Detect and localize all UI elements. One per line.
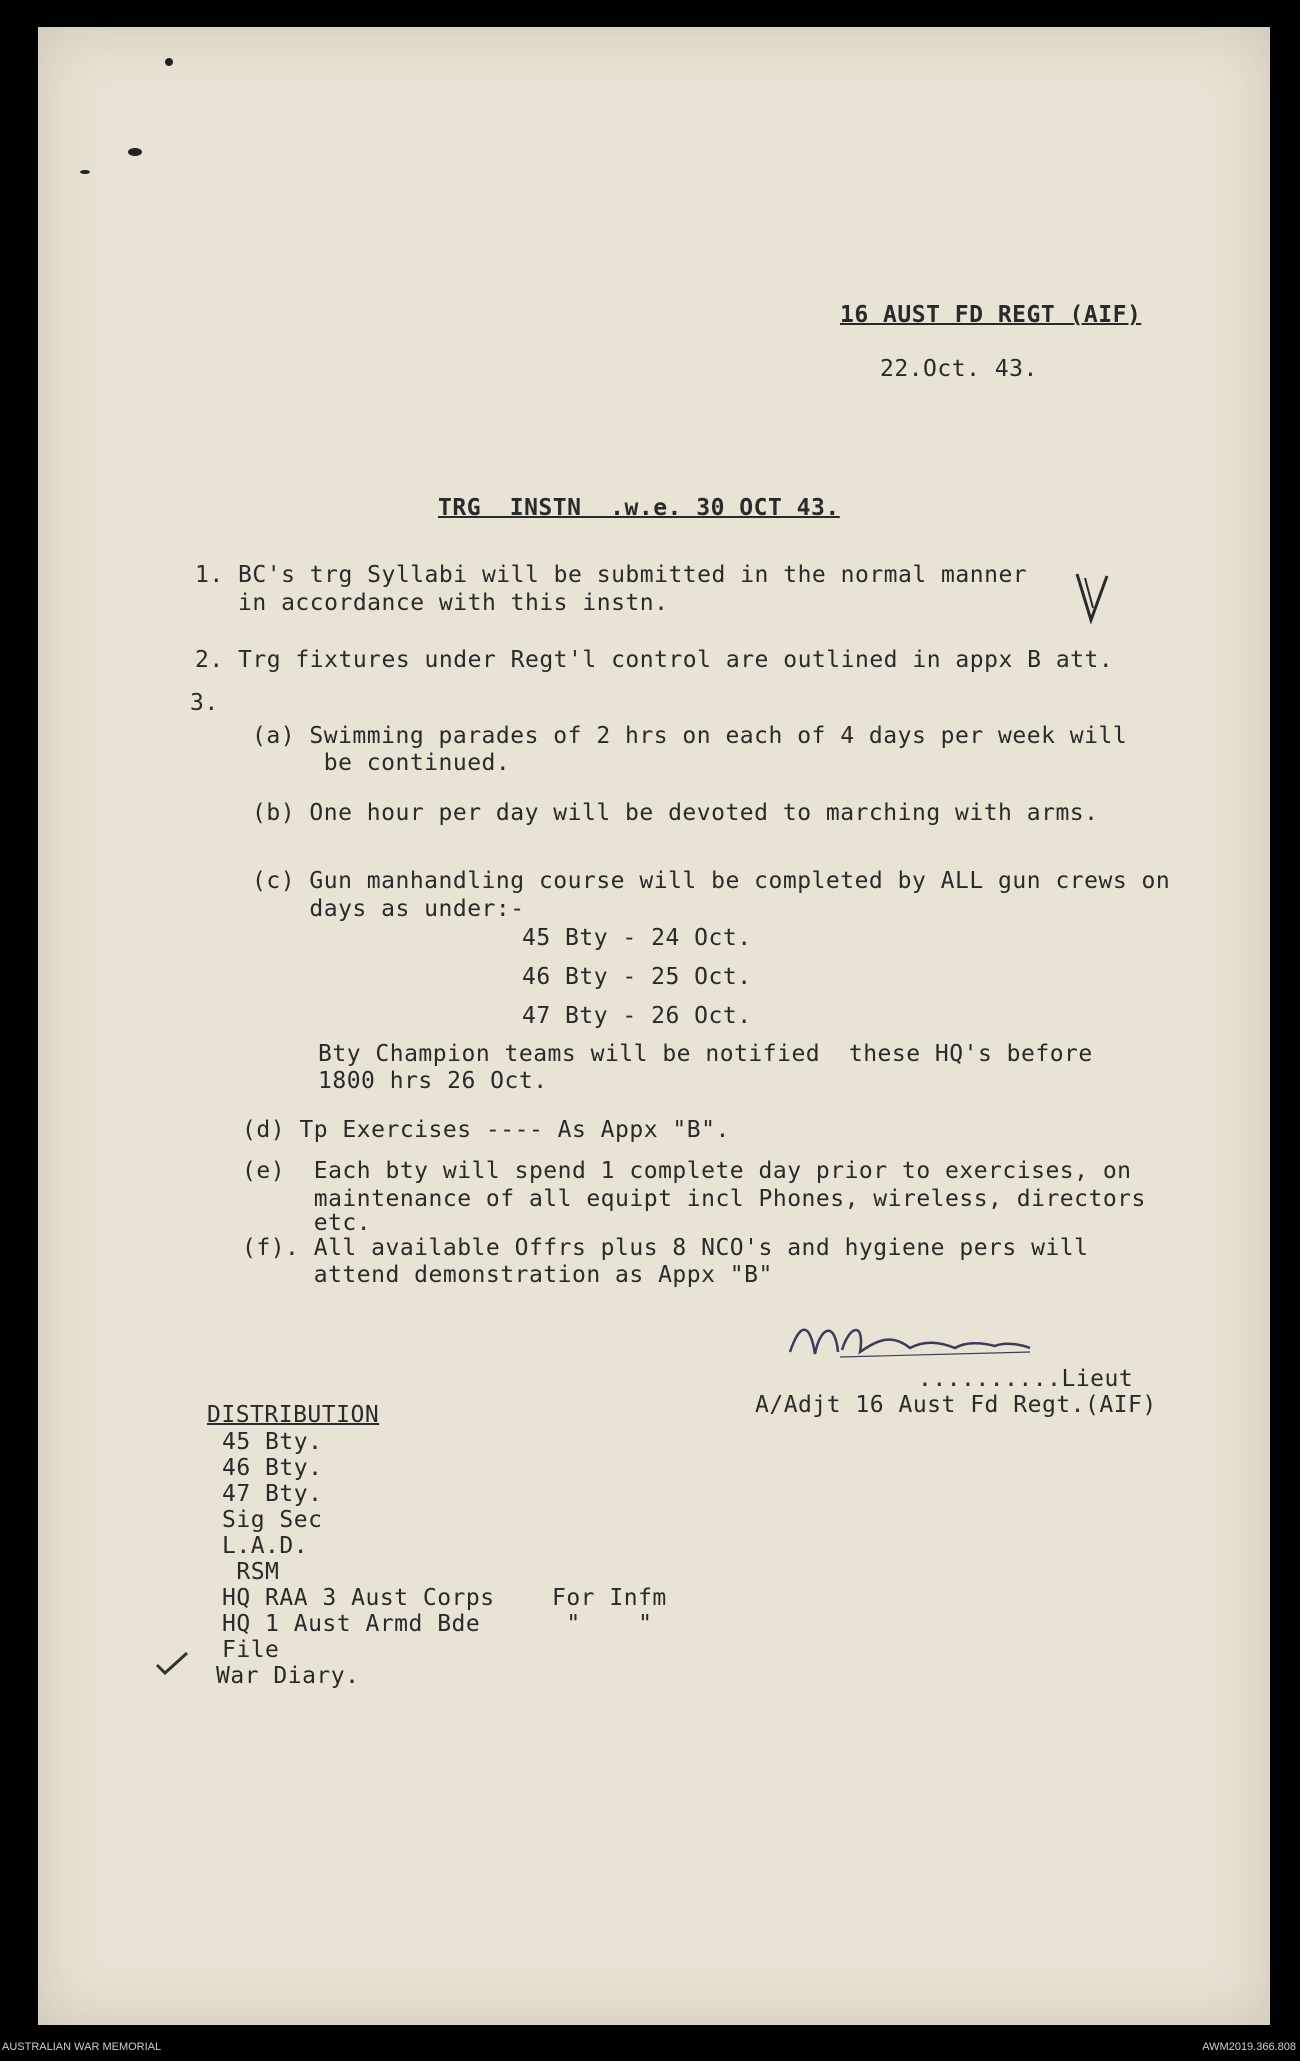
schedule-45-bty: 45 Bty - 24 Oct.	[522, 925, 752, 951]
para-2: 2. Trg fixtures under Regt'l control are outlined in appx B att.	[195, 647, 1114, 673]
para-3: 3.	[190, 690, 219, 716]
distribution-item: HQ 1 Aust Armd Bde " "	[222, 1611, 653, 1637]
para-1-line-1: 1. BC's trg Syllabi will be submitted in the normal manner	[195, 562, 1028, 588]
unit-heading: 16 AUST FD REGT (AIF)	[840, 302, 1142, 328]
distribution-heading: DISTRIBUTION	[207, 1402, 380, 1428]
distribution-item: Sig Sec	[222, 1507, 323, 1533]
distribution-item: War Diary.	[216, 1663, 360, 1689]
para-3c-line-3: Bty Champion teams will be notified these HQ's before	[318, 1041, 1093, 1067]
ink-smudge	[80, 170, 90, 174]
distribution-item: 47 Bty.	[222, 1481, 323, 1507]
ink-smudge	[128, 148, 142, 156]
para-3c-line-1: (c) Gun manhandling course will be completed by ALL gun crews on	[252, 868, 1171, 894]
para-3c-line-4: 1800 hrs 26 Oct.	[318, 1068, 548, 1094]
distribution-item: 46 Bty.	[222, 1455, 323, 1481]
para-3e-line-1: (e) Each bty will spend 1 complete day prior to exercises, on	[242, 1158, 1132, 1184]
para-3c-line-2: days as under:-	[252, 896, 525, 922]
para-3a-line-2: be continued.	[252, 750, 511, 776]
footer-right: AWM2019.366.808	[1202, 2041, 1296, 2053]
document-date: 22.Oct. 43.	[880, 356, 1038, 382]
footer-left: AUSTRALIAN WAR MEMORIAL	[2, 2041, 162, 2053]
para-3e-line-3: etc.	[242, 1210, 372, 1236]
signature-line-1: ..........Lieut	[918, 1366, 1134, 1392]
para-3b: (b) One hour per day will be devoted to marching with arms.	[252, 800, 1099, 826]
distribution-item: RSM	[222, 1559, 280, 1585]
check-mark-icon	[1073, 568, 1113, 628]
para-3d: (d) Tp Exercises ---- As Appx "B".	[242, 1117, 730, 1143]
ink-smudge	[165, 58, 173, 66]
distribution-item: L.A.D.	[222, 1533, 309, 1559]
para-3e-line-2: maintenance of all equipt incl Phones, wireless, directors	[242, 1186, 1146, 1212]
document-title: TRG INSTN .w.e. 30 OCT 43.	[438, 495, 840, 521]
tick-mark-icon	[155, 1651, 189, 1675]
distribution-item: File	[222, 1637, 280, 1663]
schedule-46-bty: 46 Bty - 25 Oct.	[522, 964, 752, 990]
para-3f-line-2: attend demonstration as Appx "B"	[242, 1262, 773, 1288]
signature-line-2: A/Adjt 16 Aust Fd Regt.(AIF)	[755, 1392, 1157, 1418]
distribution-item: HQ RAA 3 Aust Corps For Infm	[222, 1585, 667, 1611]
schedule-47-bty: 47 Bty - 26 Oct.	[522, 1003, 752, 1029]
para-1-line-2: in accordance with this instn.	[195, 590, 669, 616]
para-3f-line-1: (f). All available Offrs plus 8 NCO's and hygiene pers will	[242, 1235, 1089, 1261]
distribution-item: 45 Bty.	[222, 1429, 323, 1455]
para-3a-line-1: (a) Swimming parades of 2 hrs on each of 4 days per week will	[252, 723, 1128, 749]
handwritten-signature	[780, 1312, 1080, 1372]
